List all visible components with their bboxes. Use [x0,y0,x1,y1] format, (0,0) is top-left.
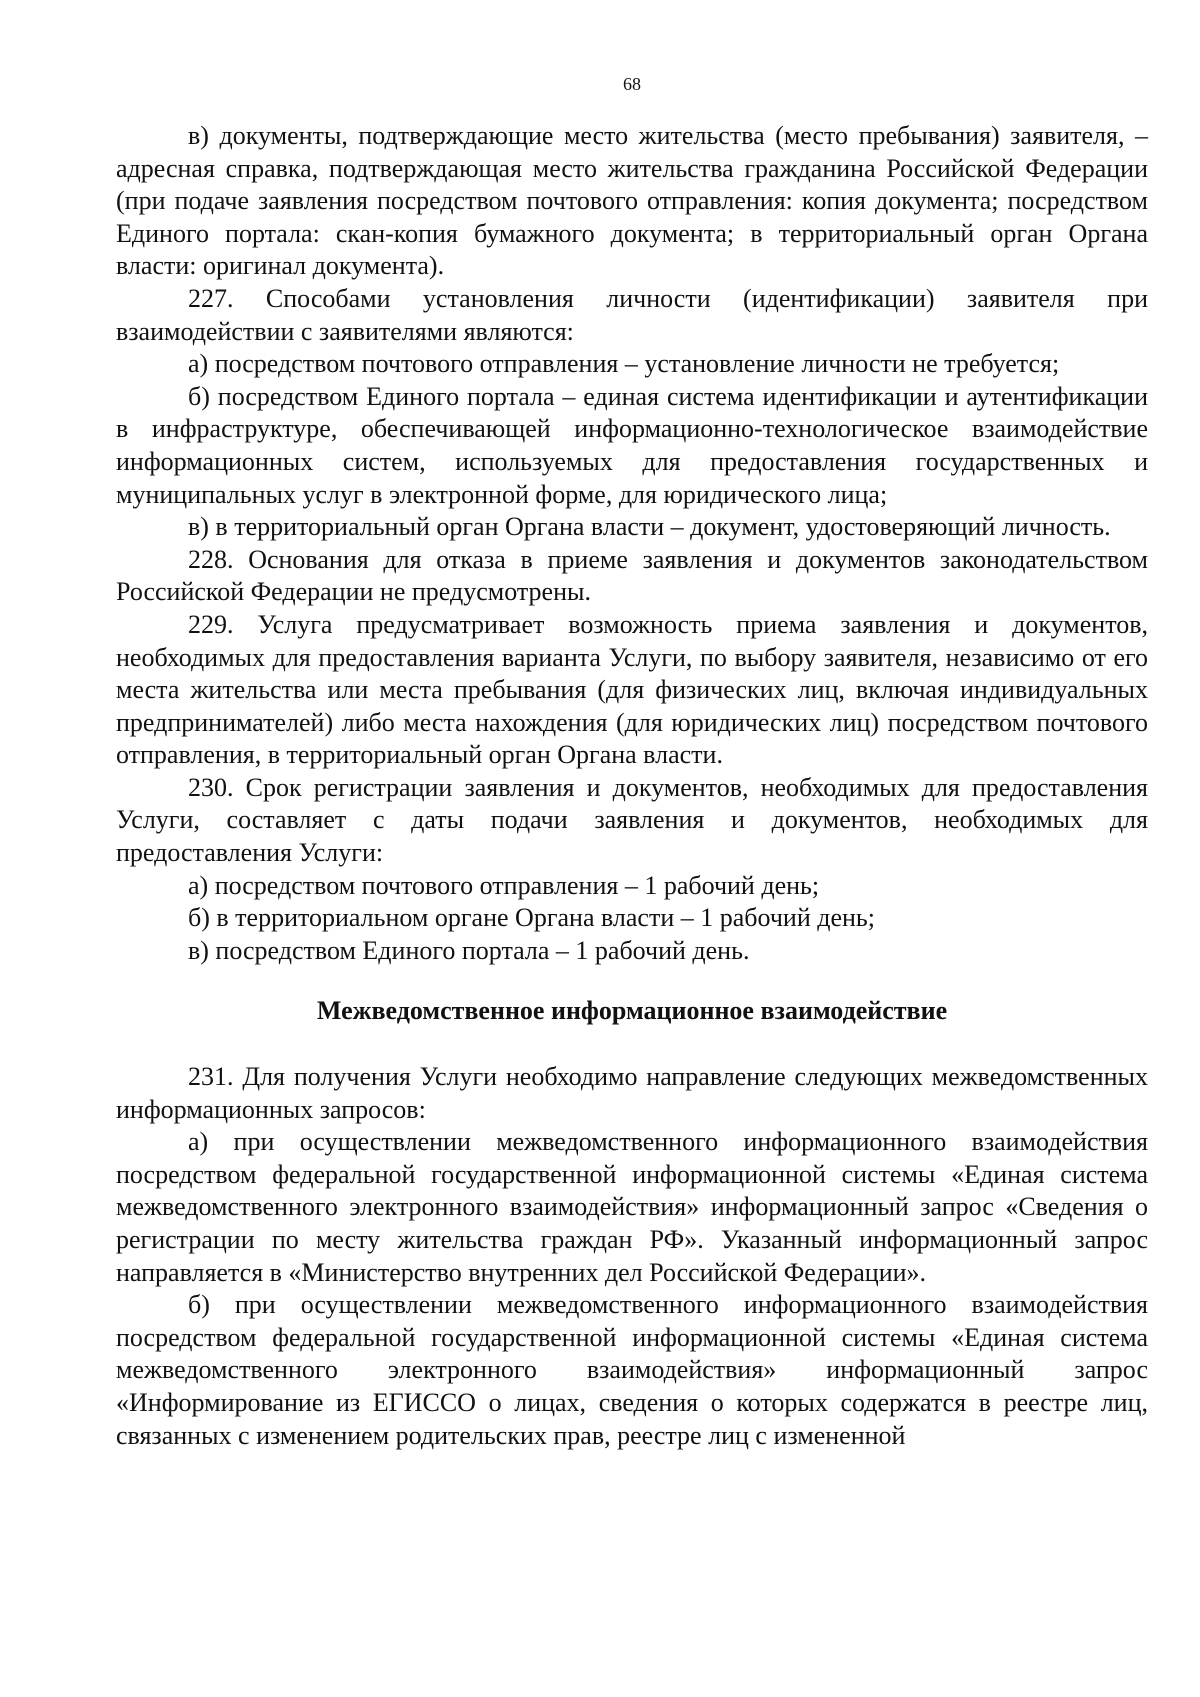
paragraph-231-a: а) при осуществлении межведомственного информационного взаимодействия посредством федеральной государственной информационной системы «Единая система межведомственного электронного взаимодействия» информационный запрос «Сведения о регистрации по месту жительства граждан РФ». Указанный информационный запрос направляется в «Министерство внутренних дел Российской Федерации». [116,1127,1148,1287]
page-number: 68 [623,74,641,94]
paragraph-230-v: в) посредством Единого портала – 1 рабочий день. [188,935,750,965]
paragraph-231: 231. Для получения Услуги необходимо направление следующих межведомственных информационных запросов: [116,1062,1148,1124]
paragraph-227: 227. Способами установления личности (идентификации) заявителя при взаимодействии с заявителями являются: [116,283,1148,346]
paragraph-228: 228. Основания для отказа в приеме заявления и документов законодательством Российской Федерации не предусмотрены. [116,544,1148,607]
paragraph-230-b: б) в территориальном органе Органа власти – 1 рабочий день; [188,903,876,933]
paragraph-227-v: в) в территориальный орган Органа власти – документ, удостоверяющий личность. [188,512,1111,542]
paragraph-227-b: б) посредством Единого портала – единая система идентификации и аутентификации в инфраструктуре, обеспечивающей информационно-технологическое взаимодействие информационных систем, используемых для предоставления государственных и муниципальных услуг в электронной форме, для юридического лица; [116,381,1148,509]
paragraph-231-b: б) при осуществлении межведомственного информационного взаимодействия посредством федеральной государственной информационной системы «Единая система межведомственного электронного взаимодействия» информационный запрос «Информирование из ЕГИССО о лицах, сведения о которых содержатся в реестре лиц, связанных с изменением родительских прав, реестре лиц с измененной [116,1290,1148,1450]
paragraph-230-a: а) посредством почтового отправления – 1 рабочий день; [188,870,820,900]
document-body [116,120,1148,1452]
paragraph-229: 229. Услуга предусматривает возможность приема заявления и документов, необходимых для предоставления варианта Услуги, по выбору заявителя, независимо от его места жительства или места пребывания (для физических лиц, включая индивидуальных предпринимателей) либо места нахождения (для юридических лиц) посредством почтового отправления, в территориальный орган Органа власти. [116,609,1148,770]
paragraph-227-a: а) посредством почтового отправления – установление личности не требуется; [188,349,1060,379]
section-heading: Межведомственное информационное взаимодействие [316,996,948,1026]
paragraph-226-v: в) документы, подтверждающие место жительства (место пребывания) заявителя, – адресная справка, подтверждающая место жительства гражданина Российской Федерации (при подаче заявления посредством почтового отправления: копия документа; посредством Единого портала: скан-копия бумажного документа; в территориальный орган Органа власти: оригинал документа). [116,121,1148,281]
paragraph-230: 230. Срок регистрации заявления и документов, необходимых для предоставления Услуги, составляет с даты подачи заявления и документов, необходимых для предоставления Услуги: [116,772,1148,868]
